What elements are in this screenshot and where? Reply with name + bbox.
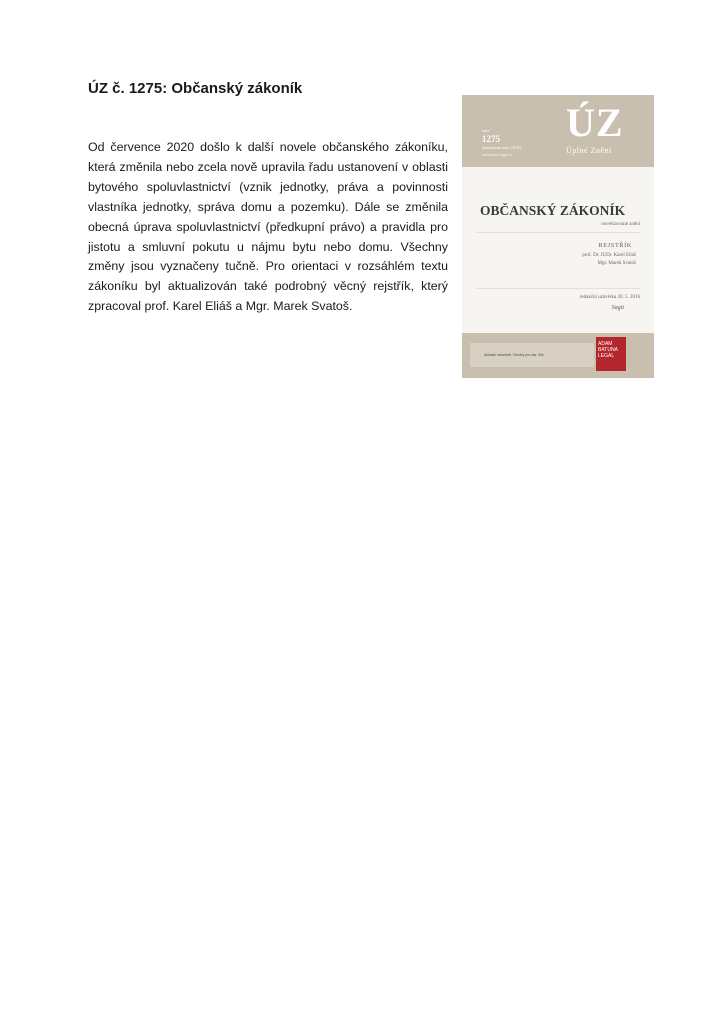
- cover-main-title: OBČANSKÝ ZÁKONÍK: [480, 203, 626, 218]
- logo-line-3: LEGAL: [598, 353, 615, 359]
- cover-ad-text: Aktuální kanceláři. Vhodný pro vás. Klik: [484, 353, 544, 357]
- cover-meta-line: doporučená cena 139 Kč: [482, 145, 522, 150]
- cover-header-band: [462, 95, 654, 167]
- cover-uz-subtitle: Úplné Znění: [566, 146, 612, 155]
- cover-publisher: Sagit: [611, 305, 624, 311]
- cover-divider: [476, 232, 640, 233]
- document-title: ÚZ č. 1275: Občanský zákoník: [88, 80, 303, 97]
- logo-line-1: ADAM: [598, 341, 613, 347]
- document-paragraph: Od července 2020 došlo k další novele občanského zákoníku, která změnila nebo zcela nově upravila řadu ustanovení v oblasti bytového spoluvlastnictví (vznik jednotky, práva a povinnosti vlastníka jednotky, správa domu a pozemku). Dále se změnila obecná úprava spoluvlastnictví (předkupní právo) a pravidla pro jistotu a smluvní pokutu u nájmu bytu nebo domu. Všechny změny jsou vyznačeny tučně. Pro orientaci v rozsáhlém textu zákoníku byl aktualizován také podrobný věcný rejstřík, který zpracoval prof. Karel Eliáš a Mgr. Marek Svatoš.: [88, 140, 448, 314]
- cover-closing-date: redakční uzávěrka 20. 5. 2016: [579, 295, 640, 300]
- cover-series-small: svaz: [482, 128, 490, 133]
- cover-footer-band: [462, 333, 654, 378]
- cover-meta: [482, 127, 522, 158]
- cover-uz-logo: ÚZ: [566, 100, 624, 145]
- logo-line-2: BATUNA: [598, 347, 618, 353]
- cover-index-label: REJSTŘÍK: [598, 242, 632, 249]
- cover-subtitle: novelizované znění: [601, 222, 640, 227]
- cover-series-number: 1275: [482, 134, 500, 144]
- cover-author-2: Mgr. Marek Svatoš: [597, 261, 636, 266]
- cover-sponsor-logo: [596, 337, 626, 371]
- cover-divider-2: [476, 288, 640, 289]
- cover-website: www.uzs1.sagit.cz: [482, 152, 512, 157]
- cover-author-1: prof. Dr. JUDr. Karel Eliáš: [582, 253, 636, 258]
- book-cover-image: [462, 95, 654, 378]
